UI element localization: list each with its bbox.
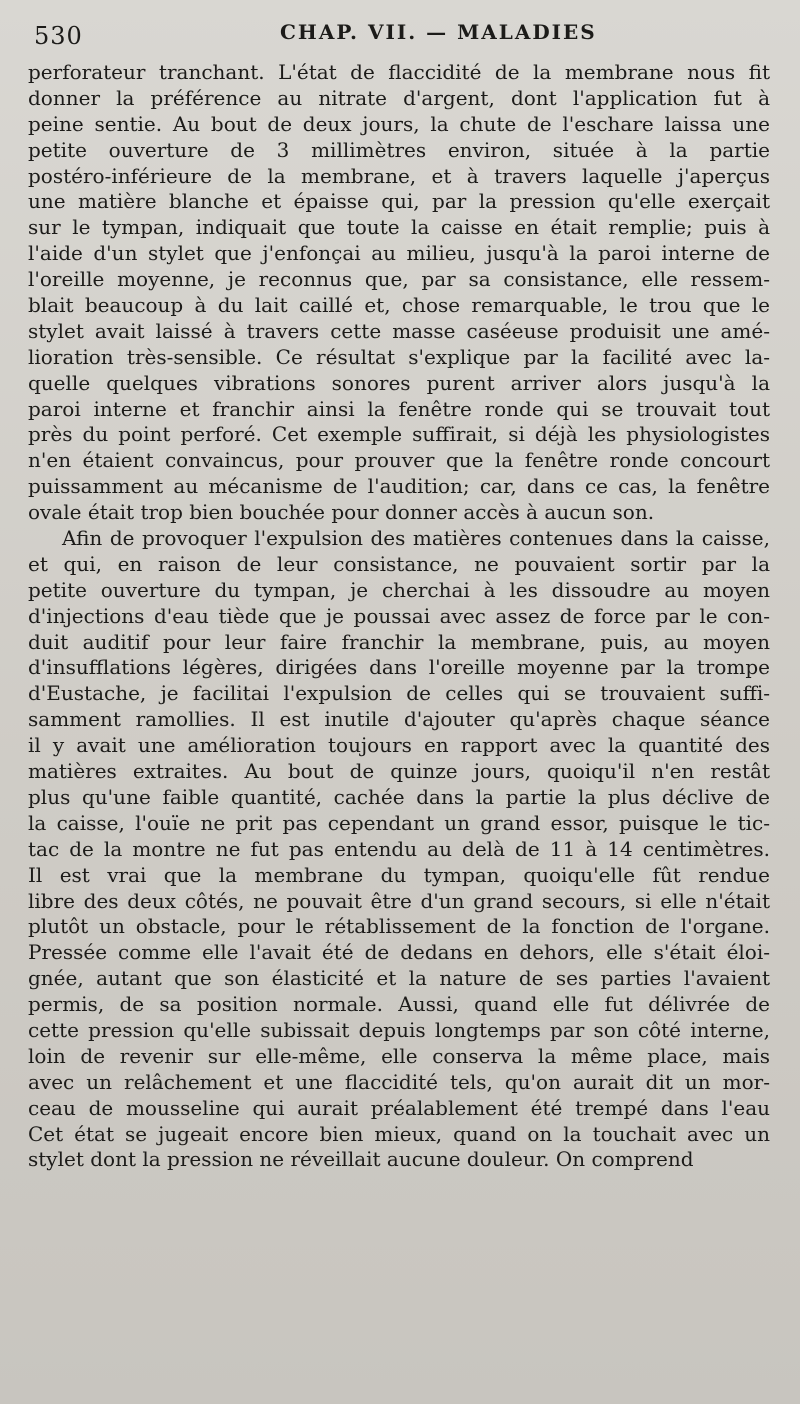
text-line: lioration très-sensible. Ce résultat s'explique par la facilité avec la-	[28, 344, 770, 369]
text-line: la caisse, l'ouïe ne prit pas cependant un grand essor, puisque le tic-	[28, 810, 770, 835]
text-line: matières extraites. Au bout de quinze jours, quoiqu'il n'en restât	[28, 759, 770, 784]
text-line: gnée, autant que son élasticité et la nature de ses parties l'avaient	[28, 966, 770, 991]
text-line: n'en étaient convaincus, pour prouver que la fenêtre ronde concourt	[28, 448, 770, 473]
text-line: donner la préférence au nitrate d'argent, dont l'application fut à	[28, 85, 770, 110]
text-line: permis, de sa position normale. Aussi, quand elle fut délivrée de	[28, 992, 770, 1017]
paragraph	[28, 60, 770, 526]
text-line: petite ouverture du tympan, je cherchai à les dissoudre au moyen	[28, 577, 770, 602]
text-line: Pressée comme elle l'avait été de dedans en dehors, elle s'était éloi-	[28, 940, 770, 965]
text-line: Afin de provoquer l'expulsion des matières contenues dans la caisse,	[62, 526, 770, 551]
text-line: d'Eustache, je facilitai l'expulsion de celles qui se trouvaient suffi-	[28, 681, 770, 706]
text-line: plus qu'une faible quantité, cachée dans la partie la plus déclive de	[28, 784, 770, 809]
text-line: quelle quelques vibrations sonores purent arriver alors jusqu'à la	[28, 370, 770, 395]
text-line: cette pression qu'elle subissait depuis longtemps par son côté interne,	[28, 1017, 770, 1042]
text-line: petite ouverture de 3 millimètres environ, située à la partie	[28, 137, 770, 162]
text-line: stylet dont la pression ne réveillait aucune douleur. On comprend	[28, 1147, 694, 1172]
text-line: ovale était trop bien bouchée pour donner accès à aucun son.	[28, 500, 655, 525]
text-line: d'insufflations légères, dirigées dans l'oreille moyenne par la trompe	[28, 655, 770, 680]
text-line: d'injections d'eau tiède que je poussai avec assez de force par le con-	[28, 603, 770, 628]
body-text	[28, 60, 770, 1173]
text-line: et qui, en raison de leur consistance, ne pouvaient sortir par la	[28, 551, 770, 576]
running-head	[28, 14, 770, 60]
page-number: 530	[34, 22, 83, 50]
text-line: ceau de mousseline qui aurait préalablement été trempé dans l'eau	[28, 1095, 770, 1120]
text-line: stylet avait laissé à travers cette masse caséeuse produisit une amé-	[28, 318, 770, 343]
text-line: tac de la montre ne fut pas entendu au delà de 11 à 14 centimètres.	[28, 836, 770, 861]
paragraph	[28, 526, 770, 1173]
chapter-title: CHAP. VII. — MALADIES	[280, 20, 597, 44]
text-line: loin de revenir sur elle-même, elle conserva la même place, mais	[28, 1043, 770, 1068]
text-line: duit auditif pour leur faire franchir la membrane, puis, au moyen	[28, 629, 770, 654]
text-line: libre des deux côtés, ne pouvait être d'un grand secours, si elle n'était	[28, 888, 770, 913]
text-line: l'aide d'un stylet que j'enfonçai au milieu, jusqu'à la paroi interne de	[28, 241, 770, 266]
text-line: Il est vrai que la membrane du tympan, quoiqu'elle fût rendue	[28, 862, 770, 887]
text-line: samment ramollies. Il est inutile d'ajouter qu'après chaque séance	[28, 707, 770, 732]
text-line: puissamment au mécanisme de l'audition; car, dans ce cas, la fenêtre	[28, 474, 770, 499]
text-line: sur le tympan, indiquait que toute la caisse en était remplie; puis à	[28, 215, 770, 240]
text-line: une matière blanche et épaisse qui, par la pression qu'elle exerçait	[28, 189, 770, 214]
text-line: postéro-inférieure de la membrane, et à travers laquelle j'aperçus	[28, 163, 770, 188]
text-line: il y avait une amélioration toujours en rapport avec la quantité des	[28, 733, 770, 758]
text-line: plutôt un obstacle, pour le rétablissement de la fonction de l'organe.	[28, 914, 770, 939]
text-line: paroi interne et franchir ainsi la fenêtre ronde qui se trouvait tout	[28, 396, 770, 421]
text-line: peine sentie. Au bout de deux jours, la chute de l'eschare laissa une	[28, 111, 770, 136]
text-line: Cet état se jugeait encore bien mieux, quand on la touchait avec un	[28, 1121, 770, 1146]
text-line: perforateur tranchant. L'état de flaccidité de la membrane nous fit	[28, 60, 770, 84]
text-line: l'oreille moyenne, je reconnus que, par sa consistance, elle ressem-	[28, 267, 770, 292]
text-line: avec un relâchement et une flaccidité tels, qu'on aurait dit un mor-	[28, 1069, 770, 1094]
text-line: près du point perforé. Cet exemple suffirait, si déjà les physiologistes	[28, 422, 770, 447]
text-line: blait beaucoup à du lait caillé et, chose remarquable, le trou que le	[28, 293, 770, 318]
